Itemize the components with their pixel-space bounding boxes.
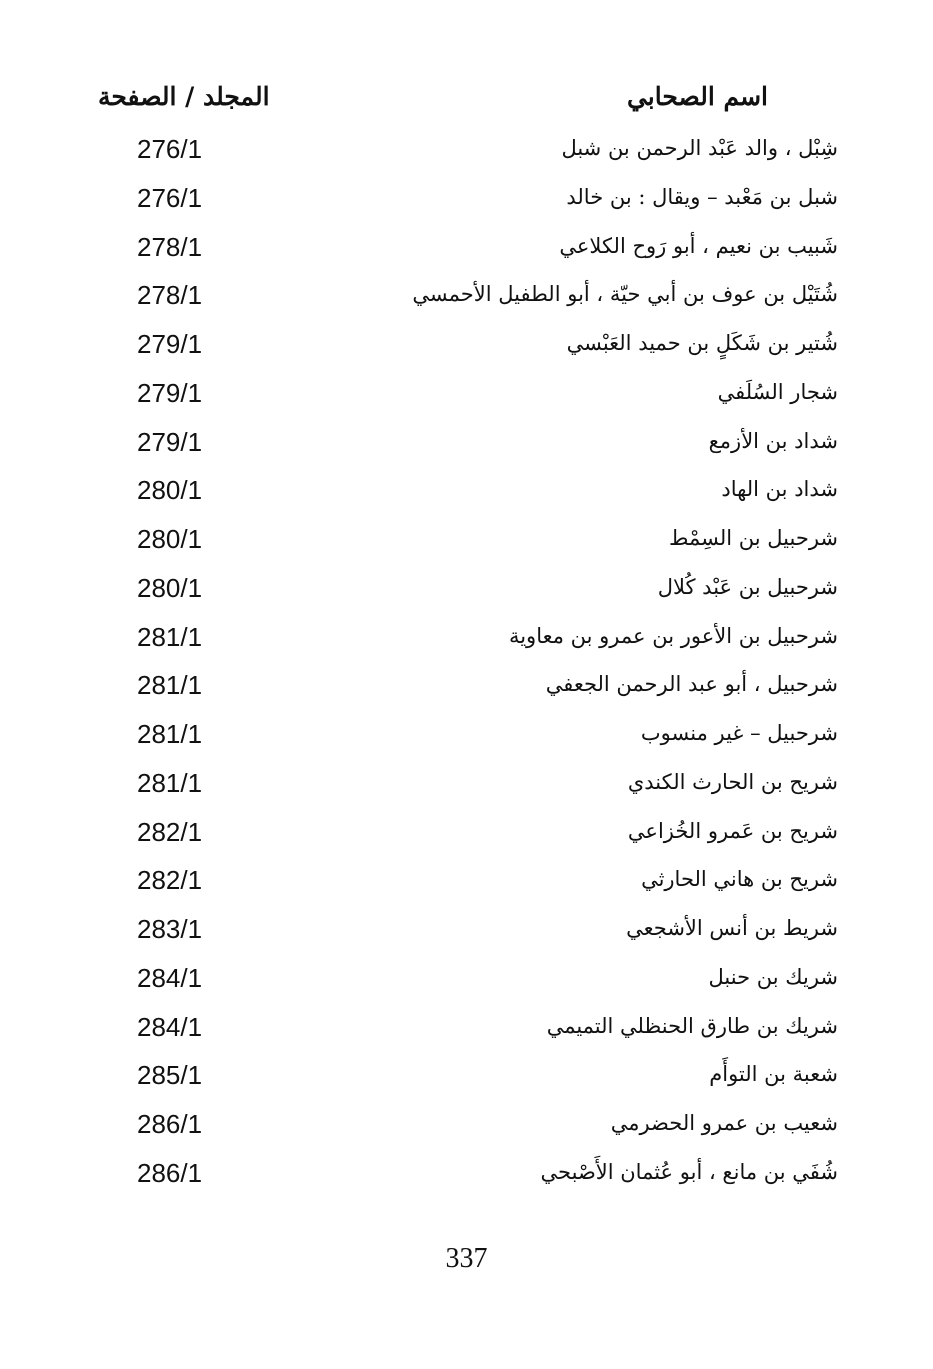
index-row xyxy=(0,813,933,862)
volume-page-reference: 280/1 xyxy=(137,475,203,506)
companion-name: شريح بن الحارث الكندي xyxy=(627,769,838,794)
companion-name: شريح بن عَمرو الخُزاعي xyxy=(627,818,838,843)
volume-page-reference: 284/1 xyxy=(137,1011,203,1042)
companion-name: شداد بن الهاد xyxy=(721,477,838,502)
volume-page-reference: 283/1 xyxy=(137,914,203,944)
index-row xyxy=(0,1056,933,1105)
companion-name: شرحبيل – غير منسوب xyxy=(640,721,838,745)
volume-page-reference: 276/1 xyxy=(137,182,203,213)
column-header-volume-page: المجلد / الصفحة xyxy=(98,82,270,111)
volume-page-reference: 281/1 xyxy=(137,670,203,701)
index-row xyxy=(0,910,933,959)
volume-page-reference: 276/1 xyxy=(137,134,203,164)
companion-name: شعبة بن التوأَم xyxy=(709,1062,838,1087)
volume-page-reference: 280/1 xyxy=(137,524,203,554)
volume-page-reference: 279/1 xyxy=(137,329,203,359)
volume-page-reference: 285/1 xyxy=(137,1060,203,1091)
volume-page-reference: 278/1 xyxy=(137,280,203,311)
volume-page-reference: 286/1 xyxy=(137,1109,203,1139)
companion-name: شَبيب بن نعيم ، أبو رَوح الكلاعي xyxy=(559,233,838,258)
volume-page-reference: 280/1 xyxy=(137,572,203,603)
companion-name: شريك بن حنبل xyxy=(708,964,838,989)
volume-page-reference: 279/1 xyxy=(137,377,203,408)
index-row xyxy=(0,715,933,764)
index-row xyxy=(0,130,933,179)
companion-name: شبل بن مَعْبد – ويقال : بن خالد xyxy=(566,184,838,209)
volume-page-reference: 281/1 xyxy=(137,719,203,749)
index-row xyxy=(0,520,933,569)
index-row xyxy=(0,423,933,472)
index-row xyxy=(0,471,933,520)
volume-page-reference: 286/1 xyxy=(137,1157,203,1188)
index-row xyxy=(0,374,933,423)
index-row xyxy=(0,959,933,1008)
index-row xyxy=(0,1105,933,1154)
companion-name: شداد بن الأزمع xyxy=(708,428,838,453)
companion-name: شرحبيل ، أبو عبد الرحمن الجعفي xyxy=(545,672,838,697)
index-row xyxy=(0,276,933,325)
companion-name: شُتير بن شَكَلٍ بن حميد العَبْسي xyxy=(566,331,838,355)
volume-page-reference: 281/1 xyxy=(137,621,203,652)
page-number: 337 xyxy=(445,1243,488,1274)
volume-page-reference: 282/1 xyxy=(137,816,203,847)
companion-name: شريح بن هاني الحارثي xyxy=(641,867,838,892)
index-list xyxy=(0,130,933,1203)
volume-page-reference: 279/1 xyxy=(137,426,203,457)
table-header xyxy=(0,82,933,122)
index-row xyxy=(0,764,933,813)
companion-name: شرحبيل بن السِمْط xyxy=(669,526,838,550)
index-row xyxy=(0,666,933,715)
companion-name: شريك بن طارق الحنظلي التميمي xyxy=(546,1013,838,1038)
volume-page-reference: 284/1 xyxy=(137,962,203,993)
companion-name: شعيب بن عمرو الحضرمي xyxy=(610,1111,838,1135)
companion-name: شِبْل ، والد عَبْد الرحمن بن شبل xyxy=(561,136,838,160)
companion-name: شُتَيْل بن عوف بن أبي حيّة ، أبو الطفيل الأحمسي xyxy=(412,282,838,307)
index-row xyxy=(0,861,933,910)
column-header-companion-name: اسم الصحابي xyxy=(626,82,768,111)
index-row xyxy=(0,618,933,667)
index-row xyxy=(0,228,933,277)
companion-name: شجار السُلَفي xyxy=(717,379,838,404)
companion-name: شُفَي بن مانع ، أبو عُثمان الأَصْبحي xyxy=(540,1159,838,1184)
index-row xyxy=(0,1008,933,1057)
companion-name: شرحبيل بن عَبْد كُلال xyxy=(657,574,838,599)
volume-page-reference: 282/1 xyxy=(137,865,203,896)
volume-page-reference: 278/1 xyxy=(137,231,203,262)
index-row xyxy=(0,179,933,228)
volume-page-reference: 281/1 xyxy=(137,767,203,798)
companion-name: شرحبيل بن الأعور بن عمرو بن معاوية xyxy=(508,623,838,648)
index-row xyxy=(0,569,933,618)
companion-name: شريط بن أنس الأشجعي xyxy=(626,916,838,940)
index-row xyxy=(0,1154,933,1203)
index-row xyxy=(0,325,933,374)
